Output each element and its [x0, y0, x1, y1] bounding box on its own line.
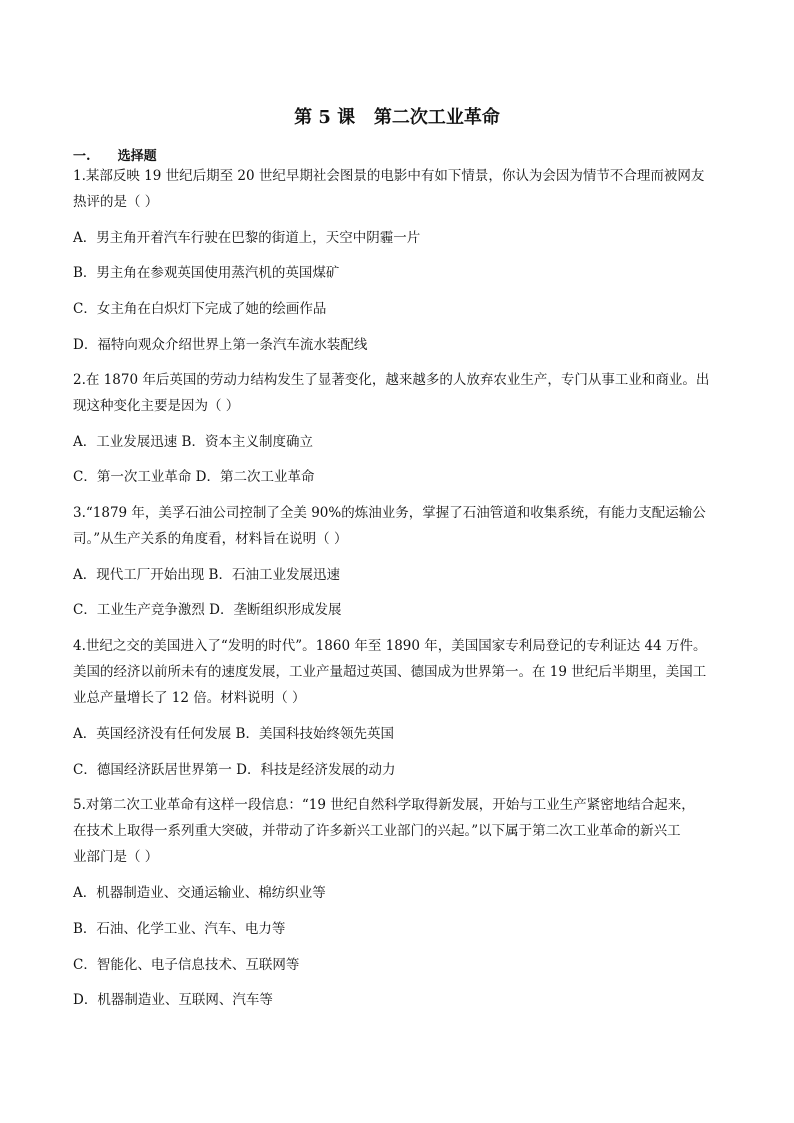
question-5-stem-line-2: 在技术上取得一系列重大突破，并带动了许多新兴工业部门的兴起。”以下属于第二次工业革命的新兴工	[73, 823, 681, 839]
question-2-stem-line-2: 现这种变化主要是因为（ ）	[73, 398, 240, 414]
question-5-option-c: C．智能化、电子信息技术、互联网等	[73, 957, 300, 973]
question-1-stem-line-1: 1.某部反映 19 世纪后期至 20 世纪早期社会图景的电影中有如下情景，你认为会因为情节不合理而被网友	[73, 168, 705, 184]
question-3-stem-line-1: 3.“1879 年，美孚石油公司控制了全美 90%的炼油业务，掌握了石油管道和收集系统，有能力支配运输公	[73, 505, 706, 521]
question-1-option-a: A．男主角开着汽车行驶在巴黎的街道上，天空中阴霾一片	[73, 230, 421, 246]
question-5-stem-line-1: 5.对第二次工业革命有这样一段信息：“19 世纪自然科学取得新发展，开始与工业生产紧密地结合起来，	[73, 797, 695, 813]
page-title: 第 5 课 第二次工业革命	[294, 107, 500, 128]
question-4-option-cd: C．德国经济跃居世界第一 D．科技是经济发展的动力	[73, 762, 396, 778]
question-1-stem-line-2: 热评的是（ ）	[73, 194, 159, 210]
question-2-stem-line-1: 2.在 1870 年后英国的劳动力结构发生了显著变化，越来越多的人放弃农业生产，专门从事工业和商业。出	[73, 372, 710, 388]
question-4-stem-line-2: 美国的经济以前所未有的速度发展，工业产量超过英国、德国成为世界第一。在 19 世纪后半期里，美国工	[73, 664, 707, 680]
question-1-option-b: B．男主角在参观英国使用蒸汽机的英国煤矿	[73, 265, 340, 281]
question-5-stem-line-3: 业部门是（ ）	[73, 849, 159, 865]
question-2-option-ab: A．工业发展迅速 B．资本主义制度确立	[73, 434, 313, 450]
question-3-option-ab: A．现代工厂开始出现 B．石油工业发展迅速	[73, 567, 340, 583]
question-5-option-a: A．机器制造业、交通运输业、棉纺织业等	[73, 885, 326, 901]
question-3-option-cd: C．工业生产竞争激烈 D．垄断组织形成发展	[73, 602, 342, 618]
question-2-option-cd: C．第一次工业革命 D．第二次工业革命	[73, 469, 315, 485]
question-5-option-d: D．机器制造业、互联网、汽车等	[73, 992, 273, 1008]
question-4-stem-line-1: 4.世纪之交的美国进入了“发明的时代”。1860 年至 1890 年，美国国家专利局登记的专利证达 44 万件。	[73, 638, 707, 654]
question-4-stem-line-3: 业总产量增长了 12 倍。材料说明（ ）	[73, 690, 306, 706]
question-4-option-ab: A．英国经济没有任何发展 B．美国科技始终领先英国	[73, 726, 394, 742]
question-1-option-c: C．女主角在白炽灯下完成了她的绘画作品	[73, 301, 327, 317]
question-1-option-d: D．福特向观众介绍世界上第一条汽车流水装配线	[73, 337, 368, 353]
question-3-stem-line-2: 司。”从生产关系的角度看，材料旨在说明（ ）	[73, 531, 348, 547]
question-5-option-b: B．石油、化学工业、汽车、电力等	[73, 921, 286, 937]
section-heading: 一. 选择题	[73, 149, 157, 164]
